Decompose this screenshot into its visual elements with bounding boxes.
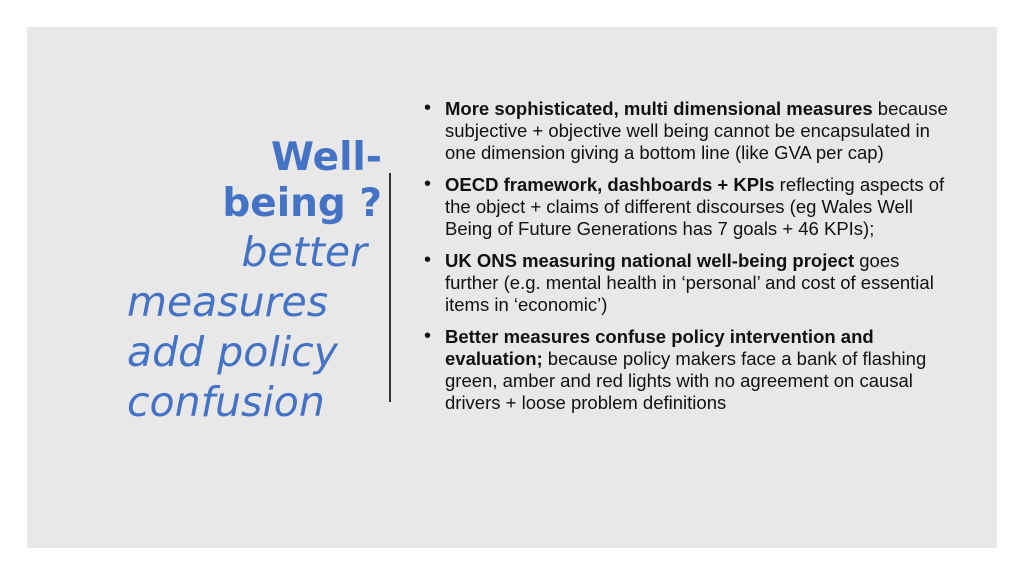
bullet-item (422, 326, 952, 414)
bullet-text: reflecting aspects of the object + claims of different discourses (eg Wales Well Being of Future Generations has 7 goals + 46 KPIs); (445, 174, 945, 239)
bullet-bold: UK ONS measuring national well-being project (445, 250, 855, 271)
slide-title (127, 135, 382, 427)
title-line-2: being ? (222, 181, 382, 226)
bullet-item (422, 250, 952, 316)
bullet-bold: More sophisticated, multi dimensional measures (445, 98, 873, 119)
subtitle-line-3: add policy (127, 328, 338, 376)
bullet-text: goes further (e.g. mental health in ‘personal’ and cost of essential items in ‘economic’) (445, 250, 934, 315)
subtitle-line-1: better (241, 228, 367, 276)
bullet-bold: Better measures confuse policy intervention and evaluation; (445, 326, 874, 369)
subtitle-line-4: confusion (127, 378, 325, 426)
subtitle-line-2: measures (127, 278, 329, 326)
bullet-list (422, 98, 952, 424)
bullet-bold: OECD framework, dashboards + KPIs (445, 174, 775, 195)
title-main (127, 135, 382, 227)
bullet-text: because policy makers face a bank of flashing green, amber and red lights with no agreement on causal drivers + loose problem definitions (445, 348, 927, 413)
bullet-item (422, 98, 952, 164)
slide (27, 27, 997, 548)
bullet-item (422, 174, 952, 240)
title-line-1: Well- (270, 135, 382, 180)
title-subtitle (127, 227, 382, 427)
vertical-divider (389, 173, 391, 402)
bullet-text: because subjective + objective well being cannot be encapsulated in one dimension giving a bottom line (like GVA per cap) (445, 98, 948, 163)
